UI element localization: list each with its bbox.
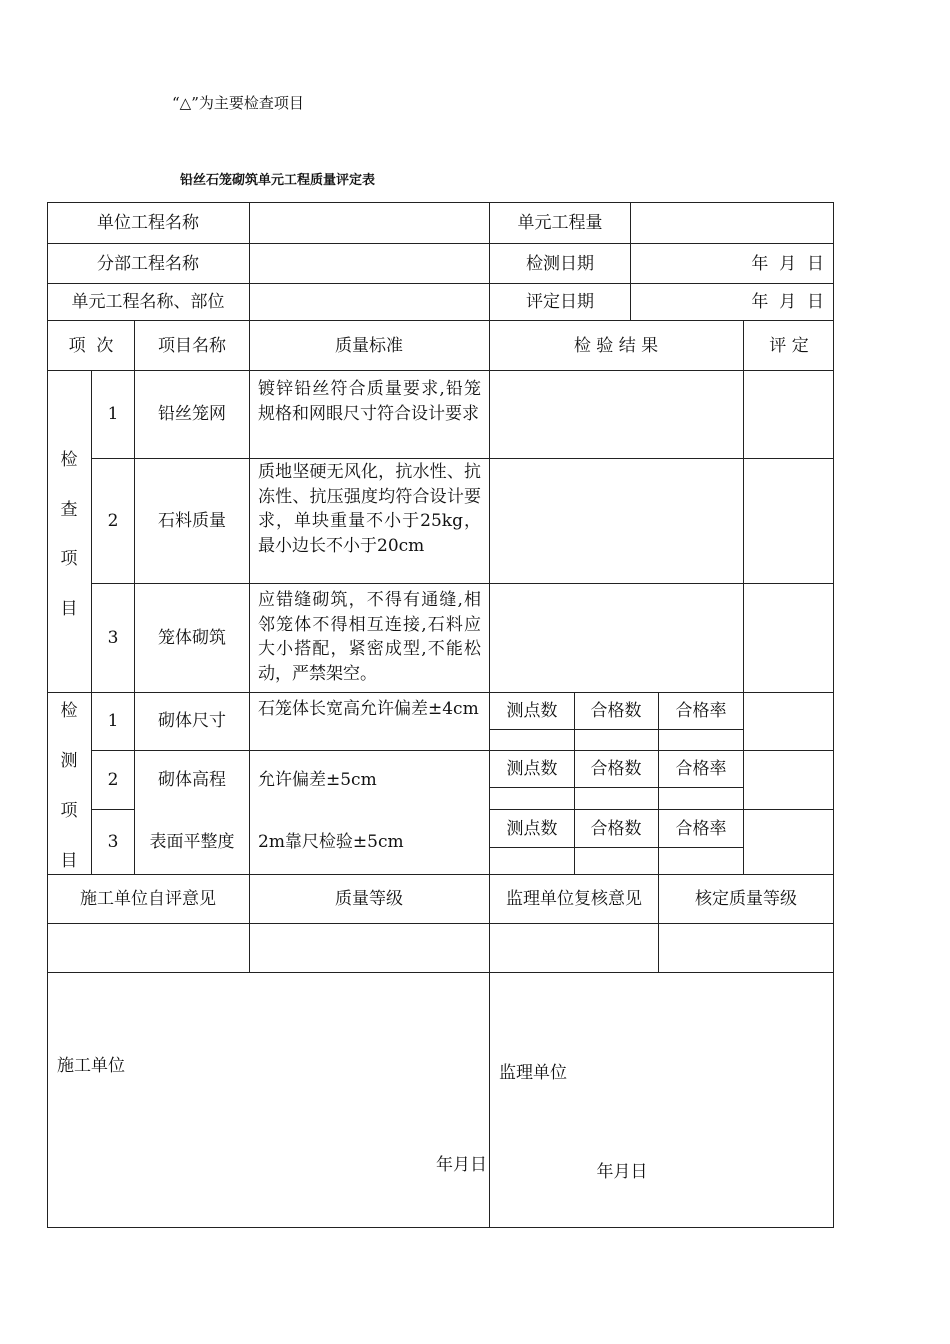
measure-item-no: 3 [107, 831, 119, 852]
check-items-group-label [57, 445, 81, 643]
form-title: 铅丝石笼砌筑单元工程质量评定表 [180, 173, 376, 188]
check-item-name: 石料质量 [158, 510, 226, 531]
evaluation-table [47, 202, 834, 1228]
measure-item-no: 2 [107, 769, 119, 790]
measure-pass-rate-header: 合格率 [675, 700, 727, 721]
measure-pass-count-header: 合格数 [590, 700, 642, 721]
measure-label-char: 测 [60, 751, 78, 771]
col-item-no: 项 次 [68, 335, 114, 356]
supervisor-date: 年月日 [596, 1161, 648, 1182]
measure-item-no: 1 [107, 710, 119, 731]
element-name-label: 单元工程名称、部位 [71, 291, 225, 312]
measure-pass-count-header: 合格数 [590, 818, 642, 839]
self-assessment-label: 施工单位自评意见 [80, 888, 216, 909]
measure-item-standard: 石笼体长宽高允许偏差±4cm [258, 699, 479, 719]
measure-pass-rate-header: 合格率 [675, 758, 727, 779]
check-item-standard: 应错缝砌筑，不得有通缝,相邻笼体不得相互连接,石料应大小搭配，紧密成型,不能松动，严禁架空。 [258, 590, 481, 684]
check-item-no: 1 [107, 403, 119, 424]
quality-grade-label: 质量等级 [335, 888, 403, 909]
col-item-name: 项目名称 [158, 335, 226, 356]
check-item-no: 3 [107, 627, 119, 648]
col-standard: 质量标准 [335, 335, 403, 356]
verified-grade-label: 核定质量等级 [695, 888, 797, 909]
check-label-char: 检 [60, 450, 78, 470]
check-label-char: 目 [60, 598, 78, 619]
col-rating: 评 定 [769, 335, 809, 356]
col-result: 检 验 结 果 [573, 335, 659, 356]
check-item-standard: 镀锌铅丝符合质量要求,铅笼规格和网眼尺寸符合设计要求 [258, 379, 481, 424]
measure-label-char: 检 [60, 701, 78, 721]
measure-item-name: 表面平整度 [149, 831, 235, 852]
measure-points-header: 测点数 [506, 818, 558, 839]
measure-pass-rate-header: 合格率 [675, 818, 727, 839]
inspection-date-value: 年 月 日 [751, 253, 824, 274]
check-item-no: 2 [107, 510, 119, 531]
evaluation-date-label: 评定日期 [526, 291, 594, 312]
measure-pass-count-header: 合格数 [590, 758, 642, 779]
measure-label-char: 目 [60, 851, 78, 871]
contractor-signature-label: 施工单位 [57, 1055, 125, 1076]
measure-points-header: 测点数 [506, 758, 558, 779]
check-item-name: 铅丝笼网 [158, 403, 226, 424]
measure-item-name: 砌体高程 [158, 769, 226, 790]
measure-item-standard: 2m靠尺检验±5cm [258, 831, 404, 852]
supervision-review-label: 监理单位复核意见 [506, 888, 642, 909]
measure-label-char: 项 [60, 801, 78, 821]
check-item-standard: 质地坚硬无风化，抗水性、抗冻性、抗压强度均符合设计要求，单块重量不小于25kg，最小边长不小于20cm [258, 462, 481, 556]
check-item-name: 笼体砌筑 [158, 627, 226, 648]
contractor-date: 年月日 [436, 1154, 487, 1175]
sub-project-name-label: 分部工程名称 [97, 253, 199, 274]
note-primary-items: “△”为主要检查项目 [172, 94, 304, 112]
measure-item-name: 砌体尺寸 [158, 710, 226, 731]
unit-quantity-label: 单元工程量 [517, 212, 603, 233]
check-label-char: 项 [60, 549, 78, 569]
measure-item-standard: 允许偏差±5cm [258, 769, 377, 790]
inspection-date-label: 检测日期 [526, 253, 594, 274]
measure-points-header: 测点数 [506, 700, 558, 721]
check-label-char: 查 [60, 499, 78, 520]
supervisor-signature-label: 监理单位 [499, 1062, 567, 1083]
unit-project-name-label: 单位工程名称 [97, 212, 199, 233]
evaluation-date-value: 年 月 日 [751, 291, 824, 312]
measure-items-group-label [57, 696, 81, 896]
